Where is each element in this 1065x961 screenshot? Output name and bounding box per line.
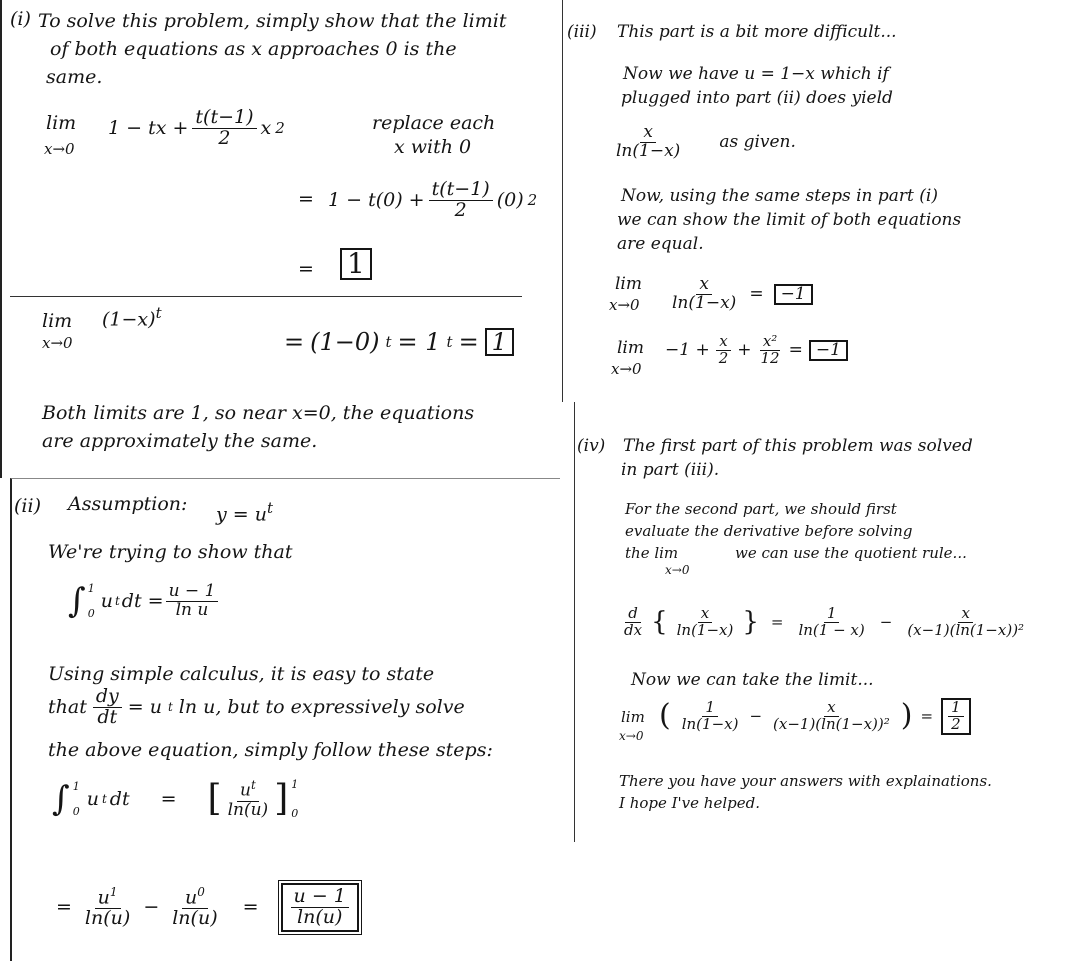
replace-note-line2: x with 0	[394, 136, 472, 158]
fraction: $\frac{u - 1}{\text{ln u}}$	[166, 583, 219, 620]
part-iv-intro-line1: The first part of this problem was solved	[623, 436, 973, 456]
equals-sign: =	[298, 258, 314, 280]
fraction: $\frac{x}{\text{(x−1)(ln(1−x))²}}$	[773, 698, 890, 733]
steps-line3: are equal.	[617, 234, 704, 254]
calculus-line2: that $\frac{dy}{dt}$ = u t ln u, but to expressively solve	[48, 685, 465, 728]
calculus-line1: Using simple calculus, it is easy to state	[48, 663, 435, 685]
part-i-intro-line3: same.	[46, 66, 103, 88]
conclusion-line2: are approximately the same.	[42, 430, 318, 452]
fraction: x ln(1−x)	[616, 122, 681, 161]
boxed-result: 1	[340, 248, 372, 280]
integral-sign: ∫	[52, 779, 70, 820]
substitution-step: 1 − t(0) + $\frac{t(t-1)}{2}$ (0) 2	[328, 178, 538, 221]
part-iii-label: (iii)	[567, 22, 597, 42]
limit-label: lim	[42, 310, 73, 332]
replace-note-line1: replace each	[372, 112, 496, 134]
limit-subscript: x→0	[611, 360, 642, 378]
derivative-fraction: $\frac{dy}{dt}$	[93, 687, 122, 728]
take-limit-note: Now we can take the limit...	[631, 670, 874, 690]
steps-intro: the above equation, simply follow these steps:	[48, 739, 493, 761]
fraction: $\frac{u^0}{\ln(u)}$	[172, 884, 218, 930]
part-ii-label: (ii)	[14, 495, 41, 517]
goal-statement: We're trying to show that	[48, 541, 293, 563]
fraction: $\frac{x}{2}$	[716, 334, 732, 367]
boxed-result: $\frac{1}{2}$	[941, 698, 971, 735]
limit-expression-2: −1 + $\frac{x}{2}$ + $\frac{\text{x²}}{12}$ = −1	[665, 334, 848, 367]
limit-label: lim	[615, 274, 642, 294]
fraction: $\frac{1}{\ln(1 - x)}$	[798, 604, 865, 639]
limit-label: lim	[617, 338, 644, 358]
equals-sign: =	[298, 188, 314, 210]
part-iii-panel	[562, 0, 1065, 402]
assumption-label: Assumption:	[68, 493, 188, 515]
fraction: $\frac{t(t-1)}{2}$	[192, 108, 256, 149]
conclusion-line1: Both limits are 1, so near x=0, the equations	[42, 402, 475, 424]
final-limit: ( 1 ln(1−x) − $\frac{x}{\text{(x−1)(ln(1−x))²}}$ ) = $\frac{1}{2}$	[659, 698, 971, 735]
limit-subscript: x→0	[619, 729, 644, 743]
fraction: $\frac{\text{x²}}{12}$	[760, 332, 780, 367]
assumption-equation: $y = u^t$	[216, 499, 274, 526]
limit-expression-1: $\frac{x}{\ln(1-x)}$ = −1	[669, 276, 813, 313]
boxed-result: −1	[774, 284, 813, 305]
closing-line1: There you have your answers with explainations.	[619, 772, 992, 790]
part-iv-intro-line2: in part (iii).	[621, 460, 720, 480]
closing-line2: I hope I've helped.	[619, 794, 760, 812]
target-integral: ∫ 1 0 u t dt = $\frac{u - 1}{\text{ln u}}$	[68, 583, 218, 620]
derivative-line2: evaluate the derivative before solving	[625, 522, 913, 540]
given-expression: x ln(1−x) as given.	[613, 124, 796, 161]
expression-2: $(1-x)^t$	[102, 304, 162, 331]
limit-subscript: x→0	[609, 296, 640, 314]
final-step: = $\frac{u^1}{\ln(u)}$ − $\frac{u^0}{\ln(u)}$ = $\frac{u - 1}{\ln(u)}$	[56, 883, 359, 932]
derivative-line1: For the second part, we should first	[625, 500, 897, 518]
derivative-equation: d dx { x ln(1−x) } = $\frac{1}{\ln(1 - x)}$ − $\frac{x}{\text{(x−1)(ln(1−x))²}}$	[621, 606, 1027, 639]
derivative-operator: d dx	[624, 604, 643, 639]
part-iii-intro: This part is a bit more difficult...	[617, 22, 897, 42]
fraction: $\frac{u^1}{\ln(u)}$	[84, 884, 131, 930]
part-i-label: (i)	[10, 8, 31, 30]
derivative-line3-rest: we can use the quotient rule...	[735, 544, 967, 562]
fraction: $\frac{x}{\ln(1-x)}$	[672, 274, 737, 313]
limit-subscript: x→0	[42, 334, 73, 352]
right-bracket: ]	[274, 778, 289, 820]
integral-evaluation: ∫ 1 0 u t dt = [ $u^t$ ln(u) ] 1 0	[52, 778, 299, 821]
part-ii-panel	[10, 478, 560, 961]
left-bracket: [	[207, 778, 222, 820]
fraction: $u^t$ ln(u)	[227, 778, 269, 820]
limit-label: lim	[46, 112, 77, 134]
fraction: $\frac{t(t-1)}{2}$	[429, 180, 493, 221]
boxed-result: 1	[485, 328, 514, 356]
boxed-result: −1	[809, 340, 848, 361]
part-i-intro-line1: To solve this problem, simply show that the limit	[38, 10, 507, 32]
part-i-intro-line2: of both equations as x approaches 0 is the	[50, 38, 457, 60]
substitution-line1: Now we have u = 1−x which if	[623, 64, 889, 84]
part-i-panel	[0, 0, 560, 478]
steps-line2: we can show the limit of both equations	[617, 210, 962, 230]
limit-subscript: x→0	[665, 563, 690, 577]
fraction: x ln(1−x)	[676, 604, 734, 639]
fraction: 1 ln(1−x)	[681, 698, 739, 733]
steps-line1: Now, using the same steps in part (i)	[621, 186, 938, 206]
substitution-line2: plugged into part (ii) does yield	[621, 88, 893, 108]
divider	[10, 296, 522, 297]
expression-1: 1 − tx + $\frac{t(t-1)}{2}$ x 2	[108, 106, 285, 149]
limit-subscript: x→0	[44, 140, 75, 158]
integral-sign: ∫	[68, 581, 86, 622]
boxed-final-result: $\frac{u - 1}{\ln(u)}$	[281, 883, 359, 932]
evaluation-step: = (1−0) t = 1 t = 1	[284, 328, 514, 356]
part-iv-panel	[574, 402, 1065, 842]
limit-label: lim	[621, 708, 645, 726]
derivative-line3-lim: the lim	[625, 544, 679, 562]
fraction: $\frac{x}{\text{(x−1)(ln(1−x))²}}$	[907, 604, 1025, 639]
part-iv-label: (iv)	[577, 436, 606, 456]
